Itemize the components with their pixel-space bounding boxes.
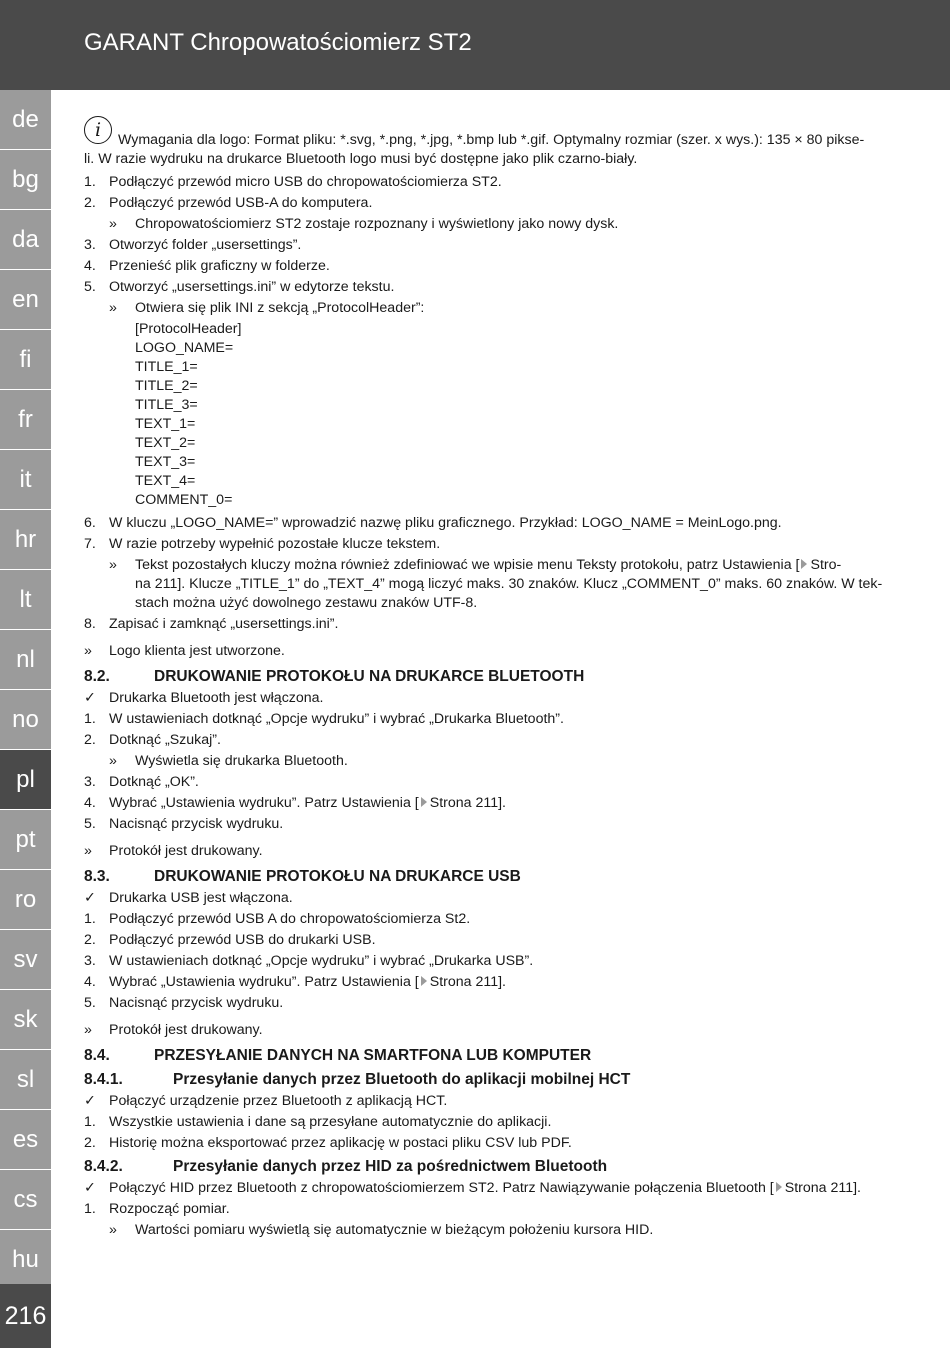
result-text: Protokół jest drukowany. [109,1022,263,1038]
result-marker: » [84,843,92,859]
result-text-part: stach można użyć dowolnego zestawu znaków UTF-8. [135,595,478,611]
reference-arrow-icon [421,976,427,986]
prerequisite-text: Drukarka USB jest włączona. [109,890,293,906]
step [84,773,894,792]
step-text: W ustawieniach dotknąć „Opcje wydruku” i wybrać „Drukarka USB”. [109,953,534,969]
result-text: Wartości pomiaru wyświetlą się automatycznie w bieżącym położeniu kursora HID. [135,1222,654,1238]
step [84,615,894,634]
step-number: 7. [84,536,96,552]
result-text: Wyświetla się drukarka Bluetooth. [135,753,348,769]
result-text: Logo klienta jest utworzone. [109,643,285,659]
subsection-heading [84,1157,894,1177]
step-number: 6. [84,515,96,531]
ini-line: TITLE_3= [135,397,198,413]
section-number: 8.3. [84,868,110,885]
subsection-number: 8.4.1. [84,1071,123,1088]
step-text: Wszystkie ustawienia i dane są przesyłane automatycznie do aplikacji. [109,1114,552,1130]
step-text: Otworzyć folder „usersettings”. [109,237,302,253]
prerequisite [84,1179,894,1198]
lang-tab-en[interactable]: en [0,270,51,329]
result-text [135,556,894,613]
section-number: 8.4. [84,1047,110,1064]
step-text: Rozpocząć pomiar. [109,1201,230,1217]
step-number: 3. [84,953,96,969]
result-marker: » [109,753,117,769]
lang-tab-de[interactable]: de [0,90,51,149]
procedure-result [84,642,894,661]
step-number: 5. [84,816,96,832]
ini-code-block [135,320,894,510]
checkmark-icon: ✓ [84,890,96,906]
ini-line: COMMENT_0= [135,492,233,508]
info-note [84,116,894,169]
step-text: Nacisnąć przycisk wydruku. [109,816,284,832]
page-reference-link[interactable]: Stro- [810,557,842,573]
step-number: 4. [84,258,96,274]
info-note-text [84,116,865,169]
ini-line: TEXT_3= [135,454,196,470]
result-text: Protokół jest drukowany. [109,843,263,859]
lang-tab-hu[interactable]: hu [0,1230,51,1289]
step [84,994,894,1013]
step-number: 1. [84,911,96,927]
info-icon: i [84,116,112,144]
prerequisite [84,689,894,708]
section-title: DRUKOWANIE PROTOKOŁU NA DRUKARCE BLUETOOTH [154,668,585,685]
step [84,1134,894,1153]
lang-tab-fi[interactable]: fi [0,330,51,389]
step-result [109,752,894,771]
step-result [109,556,894,613]
result-marker: » [84,1022,92,1038]
step-result [109,1221,894,1240]
step-text [109,973,894,992]
step-text-part: Wybrać „Ustawienia wydruku”. Patrz Ustawienia [ [109,795,419,811]
page-reference-link[interactable]: Strona 211]. [429,974,506,990]
prerequisite [84,1092,894,1111]
lang-tab-sv[interactable]: sv [0,930,51,989]
step-text: Podłączyć przewód USB do drukarki USB. [109,932,376,948]
lang-tab-lt[interactable]: lt [0,570,51,629]
step-number: 1. [84,1201,96,1217]
step-result [109,299,894,318]
step-text: Dotknąć „Szukaj”. [109,732,221,748]
step-number: 2. [84,1135,96,1151]
step [84,1200,894,1219]
step [84,815,894,834]
section-heading [84,667,894,687]
step-number: 1. [84,1114,96,1130]
lang-tab-fr[interactable]: fr [0,390,51,449]
lang-tab-cs[interactable]: cs [0,1170,51,1229]
section-title: PRZESYŁANIE DANYCH NA SMARTFONA LUB KOMPUTER [154,1047,592,1064]
procedure-result [84,842,894,861]
step-result [109,215,894,234]
step-text: Podłączyć przewód USB-A do komputera. [109,195,373,211]
checkmark-icon: ✓ [84,690,96,706]
page-number: 216 [0,1284,51,1348]
result-marker: » [109,216,117,232]
step [84,794,894,813]
step-text: W ustawieniach dotknąć „Opcje wydruku” i wybrać „Drukarka Bluetooth”. [109,711,564,727]
step [84,1113,894,1132]
step [84,257,894,276]
procedure-result [84,1021,894,1040]
step-number: 8. [84,616,96,632]
checkmark-icon: ✓ [84,1180,96,1196]
lang-tab-nl[interactable]: nl [0,630,51,689]
section-number: 8.2. [84,668,110,685]
step [84,910,894,929]
lang-tab-hr[interactable]: hr [0,510,51,569]
reference-arrow-icon [421,797,427,807]
step [84,931,894,950]
step-text: Historię można eksportować przez aplikację w postaci pliku CSV lub PDF. [109,1135,572,1151]
step [84,194,894,213]
step [84,731,894,750]
lang-tab-sl[interactable]: sl [0,1050,51,1109]
step-number: 5. [84,279,96,295]
step [84,710,894,729]
step-number: 2. [84,195,96,211]
step-text: Podłączyć przewód micro USB do chropowatościomierza ST2. [109,174,502,190]
step-text: Przenieść plik graficzny w folderze. [109,258,330,274]
checkmark-icon: ✓ [84,1093,96,1109]
step [84,278,894,297]
step-number: 3. [84,237,96,253]
ini-line: [ProtocolHeader] [135,321,242,337]
step-text: Nacisnąć przycisk wydruku. [109,995,284,1011]
page-content [84,116,894,1242]
lang-tab-bg[interactable]: bg [0,150,51,209]
result-text: Otwiera się plik INI z sekcją „ProtocolHeader”: [135,300,425,316]
result-marker: » [84,643,92,659]
section-title: DRUKOWANIE PROTOKOŁU NA DRUKARCE USB [154,868,521,885]
step-number: 1. [84,711,96,727]
ini-line: LOGO_NAME= [135,340,234,356]
prerequisite-text: Połączyć urządzenie przez Bluetooth z aplikacją HCT. [109,1093,448,1109]
reference-arrow-icon [776,1182,782,1192]
page-reference-link[interactable]: Strona 211]. [784,1180,861,1196]
step [84,173,894,192]
ini-line: TITLE_1= [135,359,198,375]
document-title: GARANT Chropowatościomierz ST2 [84,29,472,56]
prerequisite-text [109,1179,894,1198]
step-text: Otworzyć „usersettings.ini” w edytorze tekstu. [109,279,395,295]
result-text: Chropowatościomierz ST2 zostaje rozpoznany i wyświetlony jako nowy dysk. [135,216,619,232]
prerequisite [84,889,894,908]
subsection-title: Przesyłanie danych przez HID za pośrednictwem Bluetooth [173,1158,608,1175]
page-header [0,0,950,90]
step-text [109,794,894,813]
step-number: 2. [84,732,96,748]
step-text-part: Wybrać „Ustawienia wydruku”. Patrz Ustawienia [ [109,974,419,990]
step [84,973,894,992]
section-heading [84,1046,894,1066]
ini-line: TEXT_1= [135,416,196,432]
lang-tab-pl[interactable]: pl [0,750,51,809]
language-sidebar [0,90,51,1290]
step-number: 3. [84,774,96,790]
info-note-line: Wymagania dla logo: Format pliku: *.svg, *.png, *.jpg, *.bmp lub *.gif. Optymalny rozmiar (szer. x wys.): 135 × 80 pikse- [118,132,865,148]
prerequisite-text: Drukarka Bluetooth jest włączona. [109,690,324,706]
reference-arrow-icon [801,559,807,569]
step [84,514,894,533]
subsection-number: 8.4.2. [84,1158,123,1175]
lang-tab-it[interactable]: it [0,450,51,509]
ini-line: TITLE_2= [135,378,198,394]
lang-tab-da[interactable]: da [0,210,51,269]
step-number: 4. [84,974,96,990]
step-number: 1. [84,174,96,190]
result-marker: » [109,557,117,573]
step-text: W razie potrzeby wypełnić pozostałe klucze tekstem. [109,536,441,552]
step-number: 2. [84,932,96,948]
page-reference-link[interactable]: Strona 211]. [429,795,506,811]
ini-line: TEXT_2= [135,435,196,451]
subsection-heading [84,1070,894,1090]
step [84,535,894,554]
subsection-title: Przesyłanie danych przez Bluetooth do aplikacji mobilnej HCT [173,1071,631,1088]
prerequisite-text-part: Połączyć HID przez Bluetooth z chropowatościomierzem ST2. Patrz Nawiązywanie połączenia Bluetooth [ [109,1180,774,1196]
section-heading [84,867,894,887]
ini-line: TEXT_4= [135,473,196,489]
result-text-part: na 211]. Klucze „TITLE_1” do „TEXT_4” mogą liczyć maks. 30 znaków. Klucz „COMMENT_0” maks. 60 znaków. W tek- [135,576,883,592]
step-text: Zapisać i zamknąć „usersettings.ini”. [109,616,339,632]
lang-tab-no[interactable]: no [0,690,51,749]
step-text: W kluczu „LOGO_NAME=” wprowadzić nazwę pliku graficznego. Przykład: LOGO_NAME = MeinLogo.png. [109,515,782,531]
step [84,236,894,255]
lang-tab-sk[interactable]: sk [0,990,51,1049]
step [84,952,894,971]
lang-tab-es[interactable]: es [0,1110,51,1169]
result-marker: » [109,300,117,316]
step-text: Dotknąć „OK”. [109,774,199,790]
lang-tab-pt[interactable]: pt [0,810,51,869]
step-text: Podłączyć przewód USB A do chropowatościomierza St2. [109,911,471,927]
info-note-line: li. W razie wydruku na drukarce Bluetooth logo musi być dostępne jako plik czarno-biały. [84,151,638,167]
step-number: 5. [84,995,96,1011]
lang-tab-ro[interactable]: ro [0,870,51,929]
step-number: 4. [84,795,96,811]
result-marker: » [109,1222,117,1238]
result-text-part: Tekst pozostałych kluczy można również zdefiniować we wpisie menu Teksty protokołu, patrz Ustawienia [ [135,557,800,573]
